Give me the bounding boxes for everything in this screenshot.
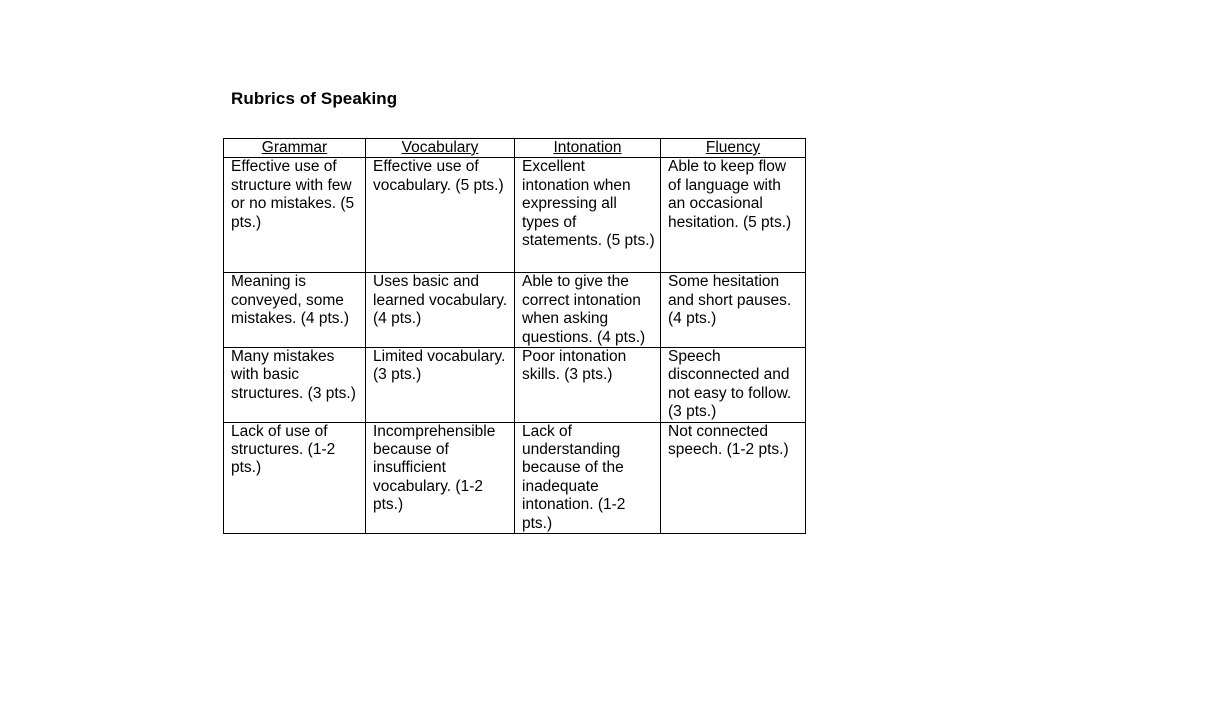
header-cell-fluency: Fluency	[661, 139, 806, 158]
header-cell-grammar: Grammar	[224, 139, 366, 158]
table-cell: Not connected speech. (1-2 pts.)	[661, 422, 806, 533]
table-cell: Meaning is conveyed, some mistakes. (4 pts.)	[224, 273, 366, 348]
table-row	[224, 273, 806, 348]
table-cell: Some hesitation and short pauses. (4 pts.)	[661, 273, 806, 348]
table-cell: Many mistakes with basic structures. (3 pts.)	[224, 348, 366, 423]
document-title: Rubrics of Speaking	[231, 89, 398, 108]
rubric-table	[223, 138, 806, 534]
table-cell: Able to keep flow of language with an occasional hesitation. (5 pts.)	[661, 158, 806, 273]
table-cell: Able to give the correct intonation when asking questions. (4 pts.)	[515, 273, 661, 348]
table-cell: Lack of use of structures. (1-2 pts.)	[224, 422, 366, 533]
table-cell: Lack of understanding because of the inadequate intonation. (1-2 pts.)	[515, 422, 661, 533]
table-cell: Effective use of structure with few or no mistakes. (5 pts.)	[224, 158, 366, 273]
table-row	[224, 422, 806, 533]
table-row	[224, 348, 806, 423]
table-cell: Limited vocabulary. (3 pts.)	[366, 348, 515, 423]
table-cell: Poor intonation skills. (3 pts.)	[515, 348, 661, 423]
table-cell: Excellent intonation when expressing all types of statements. (5 pts.)	[515, 158, 661, 273]
table-cell: Incomprehensible because of insufficient vocabulary. (1-2 pts.)	[366, 422, 515, 533]
table-cell: Speech disconnected and not easy to follow. (3 pts.)	[661, 348, 806, 423]
header-row	[224, 139, 806, 158]
table-cell: Uses basic and learned vocabulary. (4 pts.)	[366, 273, 515, 348]
table-cell: Effective use of vocabulary. (5 pts.)	[366, 158, 515, 273]
table-row	[224, 158, 806, 273]
header-cell-intonation: Intonation	[515, 139, 661, 158]
header-cell-vocabulary: Vocabulary	[366, 139, 515, 158]
